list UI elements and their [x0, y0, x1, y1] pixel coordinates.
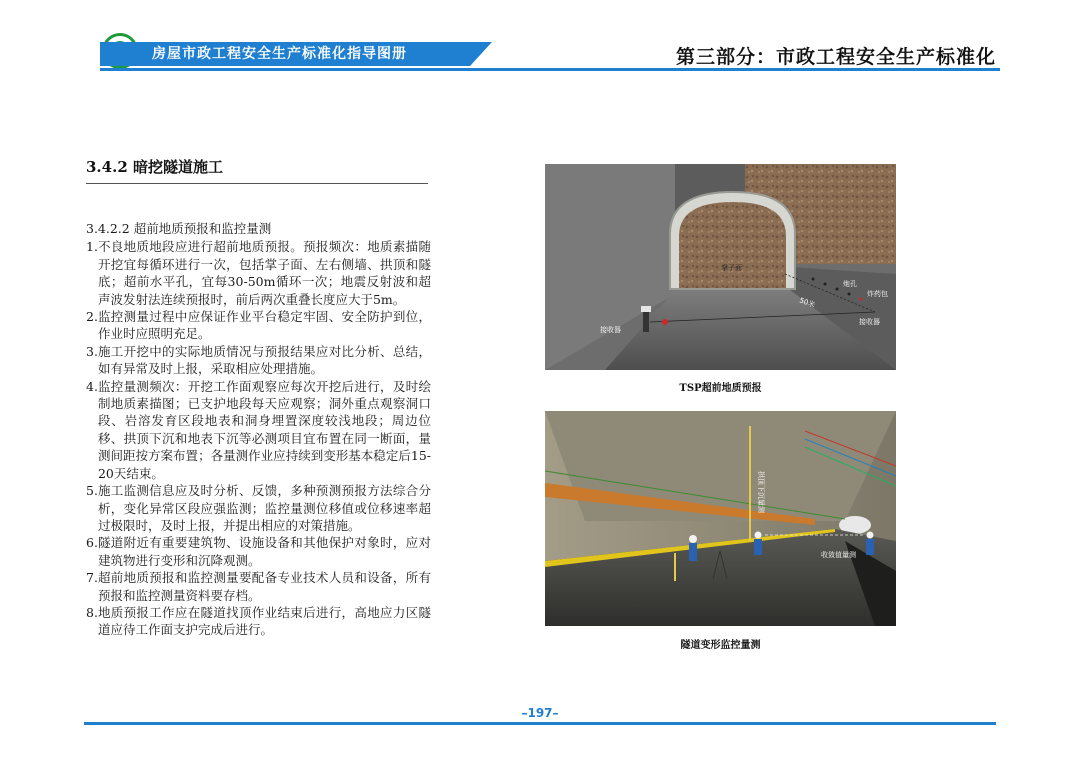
item-number: 1. — [86, 239, 98, 255]
section-rule — [86, 183, 428, 184]
item-number: 4. — [86, 378, 98, 394]
list-item — [86, 378, 431, 482]
list-item — [86, 604, 431, 639]
subsection-heading: 3.4.2.2 超前地质预报和监控量测 — [86, 221, 272, 236]
item-number: 6. — [86, 535, 98, 551]
item-text: 地质预报工作应在隧道找顶作业结束后进行，高地应力区隧道应待工作面支护完成后进行。 — [97, 604, 431, 638]
list-item — [86, 569, 431, 604]
item-text: 超前地质预报和监控测量要配备专业技术人员和设备，所有预报和监控测量资料要存档。 — [97, 570, 431, 603]
section-heading: 3.4.2 暗挖隧道施工 — [86, 158, 223, 176]
charge-label: 炸药包 — [867, 290, 888, 298]
list-item — [86, 482, 431, 534]
receiver-right-label: 接收器 — [859, 318, 880, 326]
header-band-tip — [470, 42, 492, 66]
figure-caption: TSP超前地质预报 — [679, 383, 762, 394]
item-number: 2. — [86, 309, 98, 325]
face-label: 掌子面 — [721, 264, 742, 272]
distance-label: 50米 — [798, 296, 817, 310]
item-text: 施工监测信息应及时分析、反馈，多种预测预报方法综合分析，变化异常区段应强监测；监控量测位移值或位移速率超过极限时，及时上报，并提出相应的对策措施。 — [97, 483, 431, 533]
convergence-label: 收敛值量测 — [821, 551, 856, 559]
item-number: 3. — [86, 343, 98, 359]
list-item — [86, 308, 431, 343]
crown-settlement-label: 拱顶下沉量测 — [757, 471, 765, 513]
footer-rule — [84, 722, 996, 725]
figure-caption: 隧道变形监控量测 — [680, 640, 761, 651]
monitoring-illustration-svg — [545, 411, 896, 626]
receiver-left-label: 接收器 — [600, 326, 621, 334]
book-title: 房屋市政工程安全生产标准化指导图册 — [152, 46, 407, 62]
body-text — [86, 220, 431, 639]
tsp-illustration — [545, 164, 896, 370]
shot-hole-label: 炮孔 — [843, 280, 857, 288]
item-text: 不良地质地段应进行超前地质预报。预报频次：地质素描随开挖宜每循环进行一次，包括掌子面、左右侧墙、拱顶和隧底；超前水平孔，宜每30-50m循环一次；地震反射波和超声波发射法连续预报时，前后两次重叠长度应大于5m。 — [97, 239, 431, 307]
monitoring-illustration — [545, 411, 896, 626]
list-item — [86, 238, 431, 308]
item-text: 隧道附近有重要建筑物、设施设备和其他保护对象时，应对建筑物进行变形和沉降观测。 — [97, 535, 431, 568]
list-item — [86, 343, 431, 378]
tsp-illustration-svg — [545, 164, 896, 370]
item-text: 施工开挖中的实际地质情况与预报结果应对比分析、总结，如有异常及时上报，采取相应处理措施。 — [97, 343, 431, 377]
item-number: 7. — [86, 570, 98, 586]
item-number: 8. — [86, 604, 98, 620]
item-text: 监控量测频次：开挖工作面观察应每次开挖后进行，及时绘制地质素描图；已支护地段每天应观察；洞外重点观察洞口段、岩溶发育区段地表和洞身埋置深度较浅地段；周边位移、拱顶下沉和地表下沉等必测项目宜布置在同一断面，量测间距按方案布置；各量测作业应持续到变形基本稳定后15-20天结束。 — [97, 378, 431, 481]
list-item — [86, 534, 431, 569]
page-number: –197– — [521, 706, 559, 720]
item-text: 监控测量过程中应保证作业平台稳定牢固、安全防护到位，作业时应照明充足。 — [97, 309, 431, 342]
item-number: 5. — [86, 483, 98, 499]
part-title: 第三部分：市政工程安全生产标准化 — [675, 46, 996, 68]
